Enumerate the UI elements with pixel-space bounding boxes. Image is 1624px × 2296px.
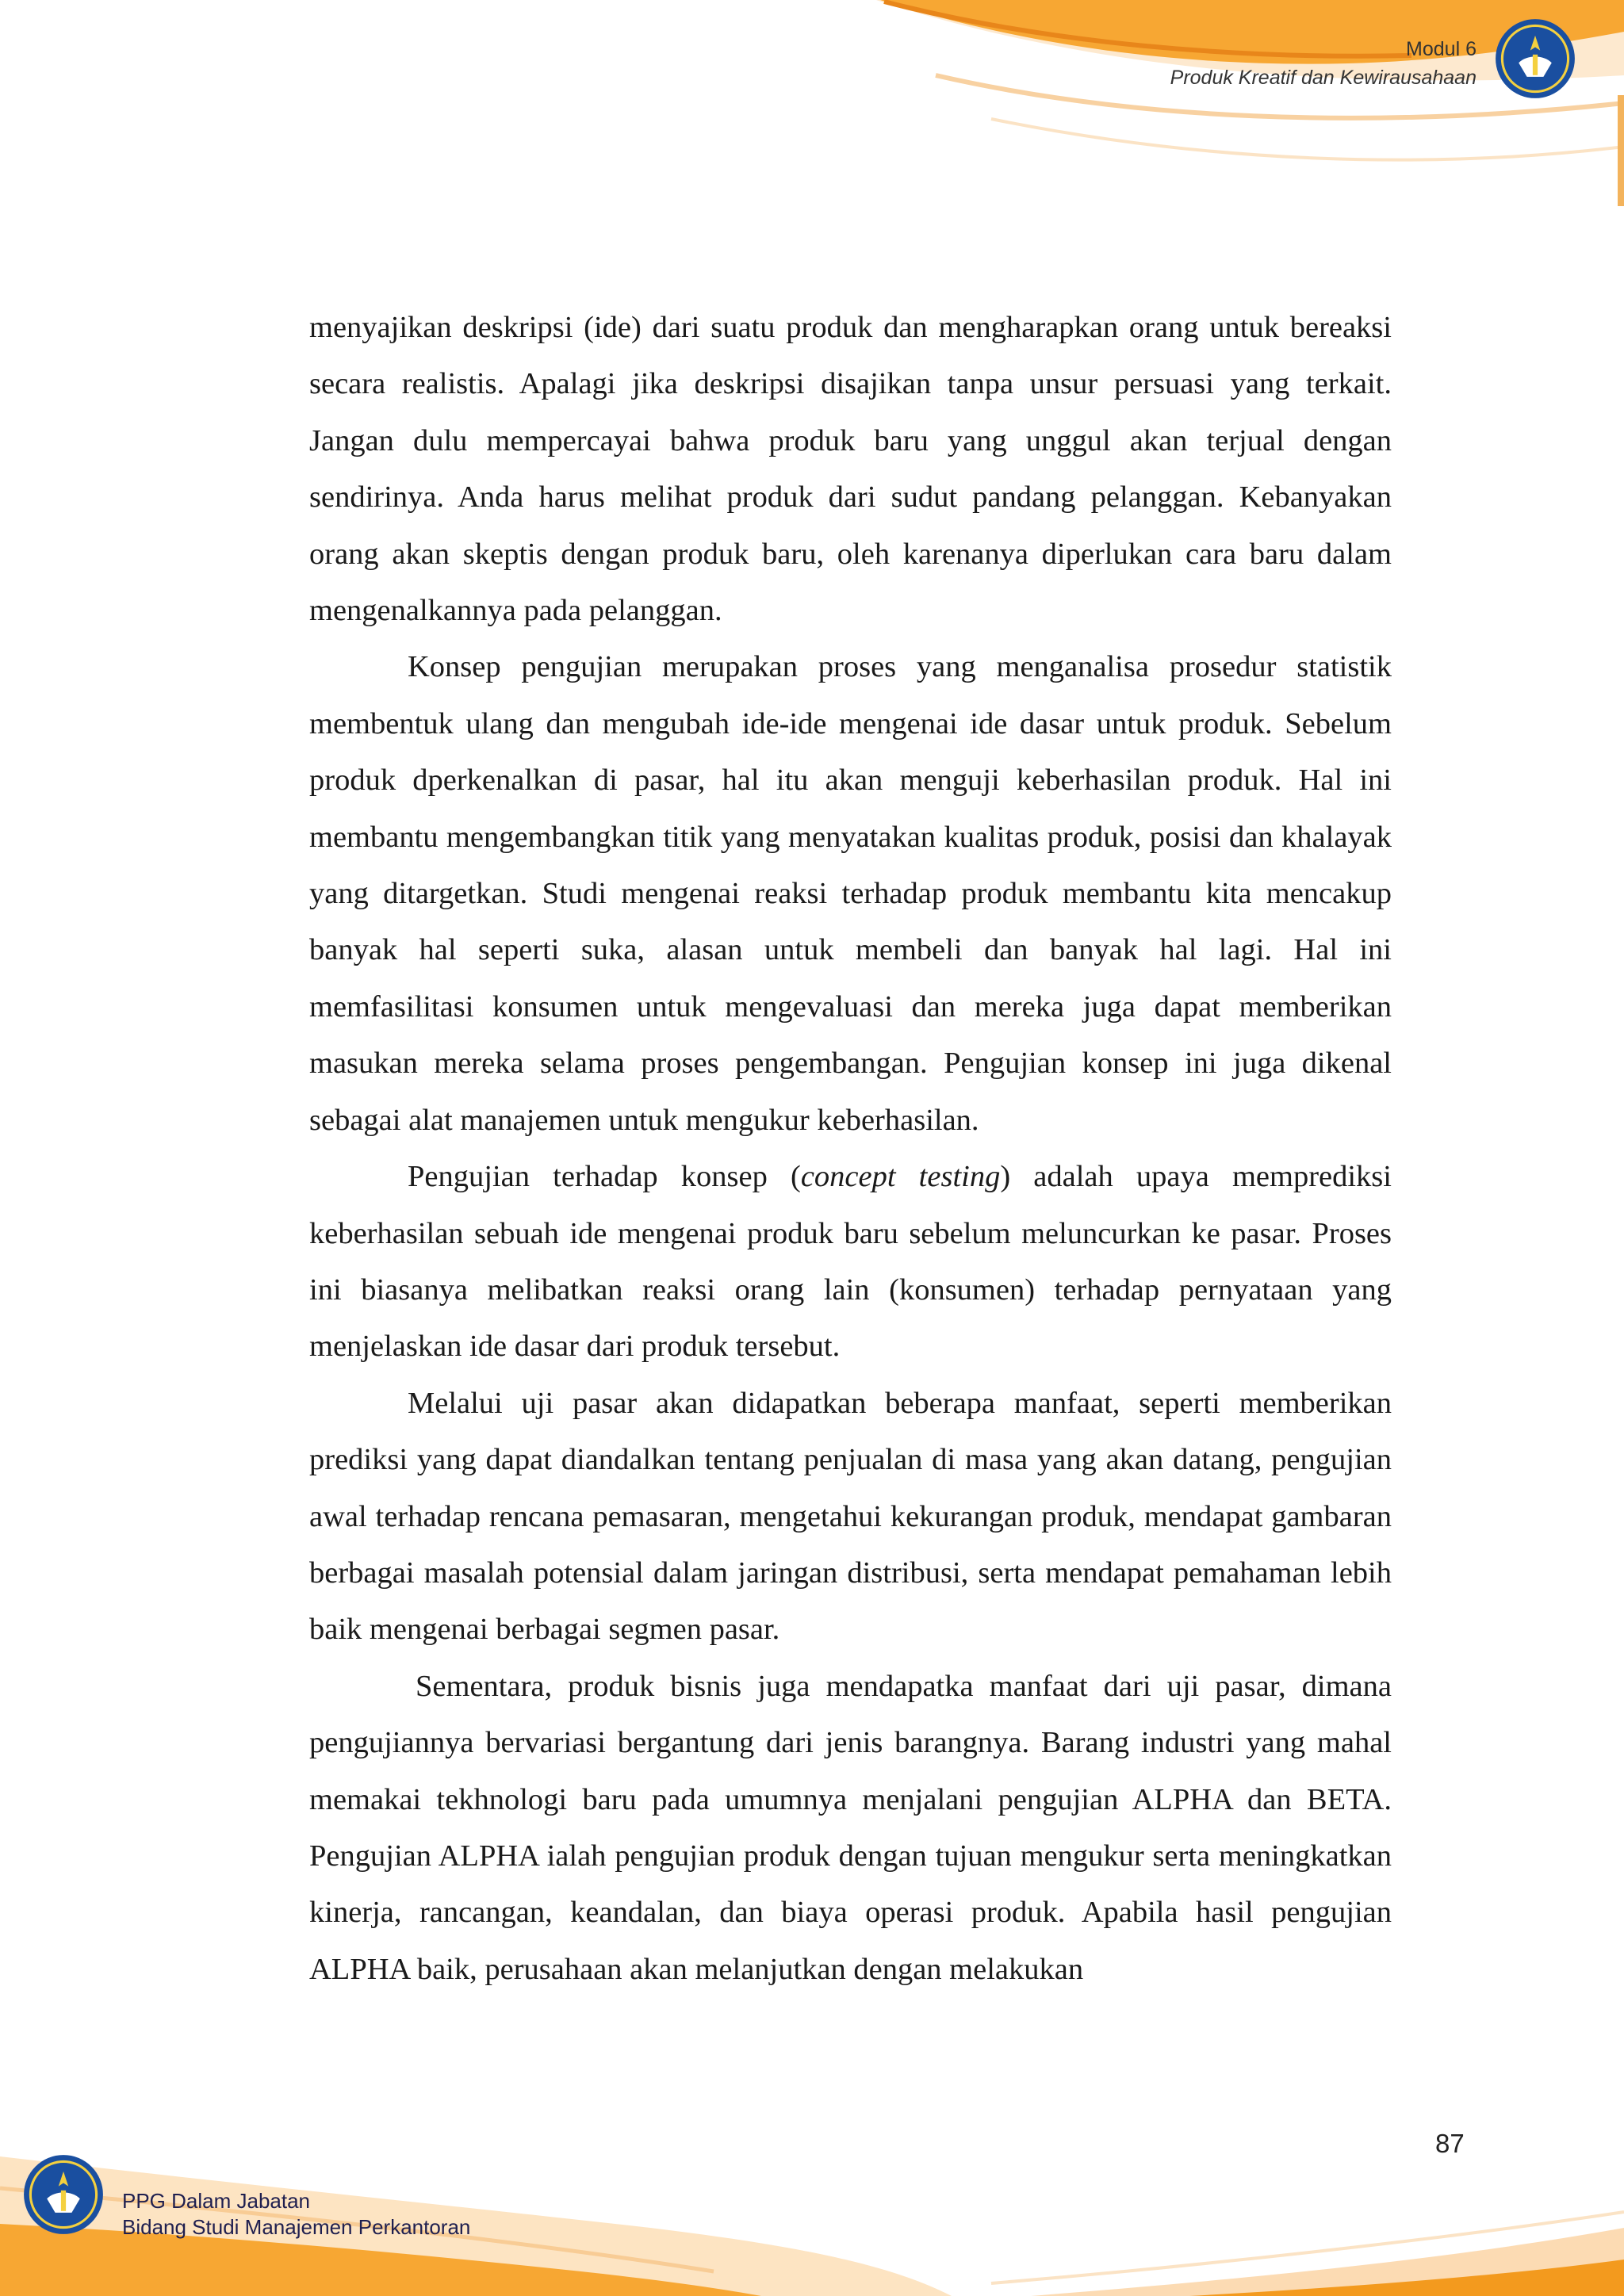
- concept-testing-term: concept testing: [800, 1160, 1001, 1194]
- body-text: [309, 300, 1392, 1998]
- module-subtitle: Produk Kreatif dan Kewirausahaan: [1170, 67, 1477, 89]
- running-footer: [122, 2188, 470, 2241]
- footer-field-of-study: Bidang Studi Manajemen Perkantoran: [122, 2215, 471, 2239]
- footer-program: PPG Dalam Jabatan: [122, 2189, 311, 2213]
- paragraph-3: [309, 1149, 1392, 1376]
- paragraph-5: Sementara, produk bisnis juga mendapatka manfaat dari uji pasar, dimana pengujiannya bervariasi bergantung dari jenis barangnya. Barang industri yang mahal memakai tekhnologi baru pada umumnya menjalani pengujian ALPHA dan BETA. Pengujian ALPHA ialah pengujian produk dengan tujuan mengukur serta meningkatkan kinerja, rancangan, keandalan, dan biaya operasi produk. Apabila hasil pengujian ALPHA baik, perusahaan akan melanjutkan dengan melakukan: [309, 1669, 1392, 1986]
- tut-wuri-handayani-logo: [1494, 17, 1576, 100]
- tut-wuri-handayani-logo: [22, 2153, 105, 2236]
- paragraph-2: Konsep pengujian merupakan proses yang menganalisa prosedur statistik membentuk ulang dan mengubah ide-ide mengenai ide dasar untuk produk. Sebelum produk dperkenalkan di pasar, hal itu akan menguji keberhasilan produk. Hal ini membantu mengembangkan titik yang menyatakan kualitas produk, posisi dan khalayak yang ditargetkan. Studi mengenai reaksi terhadap produk membantu kita mencakup banyak hal seperti suka, alasan untuk membeli dan banyak hal lagi. Hal ini memfasilitasi konsumen untuk mengevaluasi dan mereka juga dapat memberikan masukan mereka selama proses pengembangan. Pengujian konsep ini juga dikenal sebagai alat manajemen untuk mengukur keberhasilan.: [309, 650, 1392, 1137]
- paragraph-1: menyajikan deskripsi (ide) dari suatu produk dan mengharapkan orang untuk bereaksi secara realistis. Apalagi jika deskripsi disajikan tanpa unsur persuasi yang terkait. Jangan dulu mempercayai bahwa produk baru yang unggul akan terjual dengan sendirinya. Anda harus melihat produk dari sudut pandang pelanggan. Kebanyakan orang akan skeptis dengan produk baru, oleh karenanya diperlukan cara baru dalam mengenalkannya pada pelanggan.: [309, 311, 1392, 628]
- running-header: [1170, 35, 1477, 92]
- paragraph-4: Melalui uji pasar akan didapatkan beberapa manfaat, seperti memberikan prediksi yang dapat diandalkan tentang penjualan di masa yang akan datang, pengujian awal terhadap rencana pemasaran, mengetahui kekurangan produk, mendapat gambaran berbagai masalah potensial dalam jaringan distribusi, serta mendapat pemahaman lebih baik mengenai berbagai segmen pasar.: [309, 1386, 1392, 1647]
- header-swoosh-decoration: [0, 0, 1624, 206]
- page-number: 87: [1435, 2129, 1465, 2158]
- paragraph-3-start: Pengujian terhadap konsep (: [408, 1160, 801, 1194]
- paragraph-3-end: ) adalah upaya memprediksi keberhasilan sebuah ide mengenai produk baru sebelum meluncurkan ke pasar. Proses ini biasanya melibatkan reaksi orang lain (konsumen) terhadap pernyataan yang menjelaskan ide dasar dari produk tersebut.: [309, 1160, 1392, 1364]
- module-label: Modul 6: [1406, 38, 1477, 60]
- footer-swoosh-decoration: [0, 2045, 1624, 2296]
